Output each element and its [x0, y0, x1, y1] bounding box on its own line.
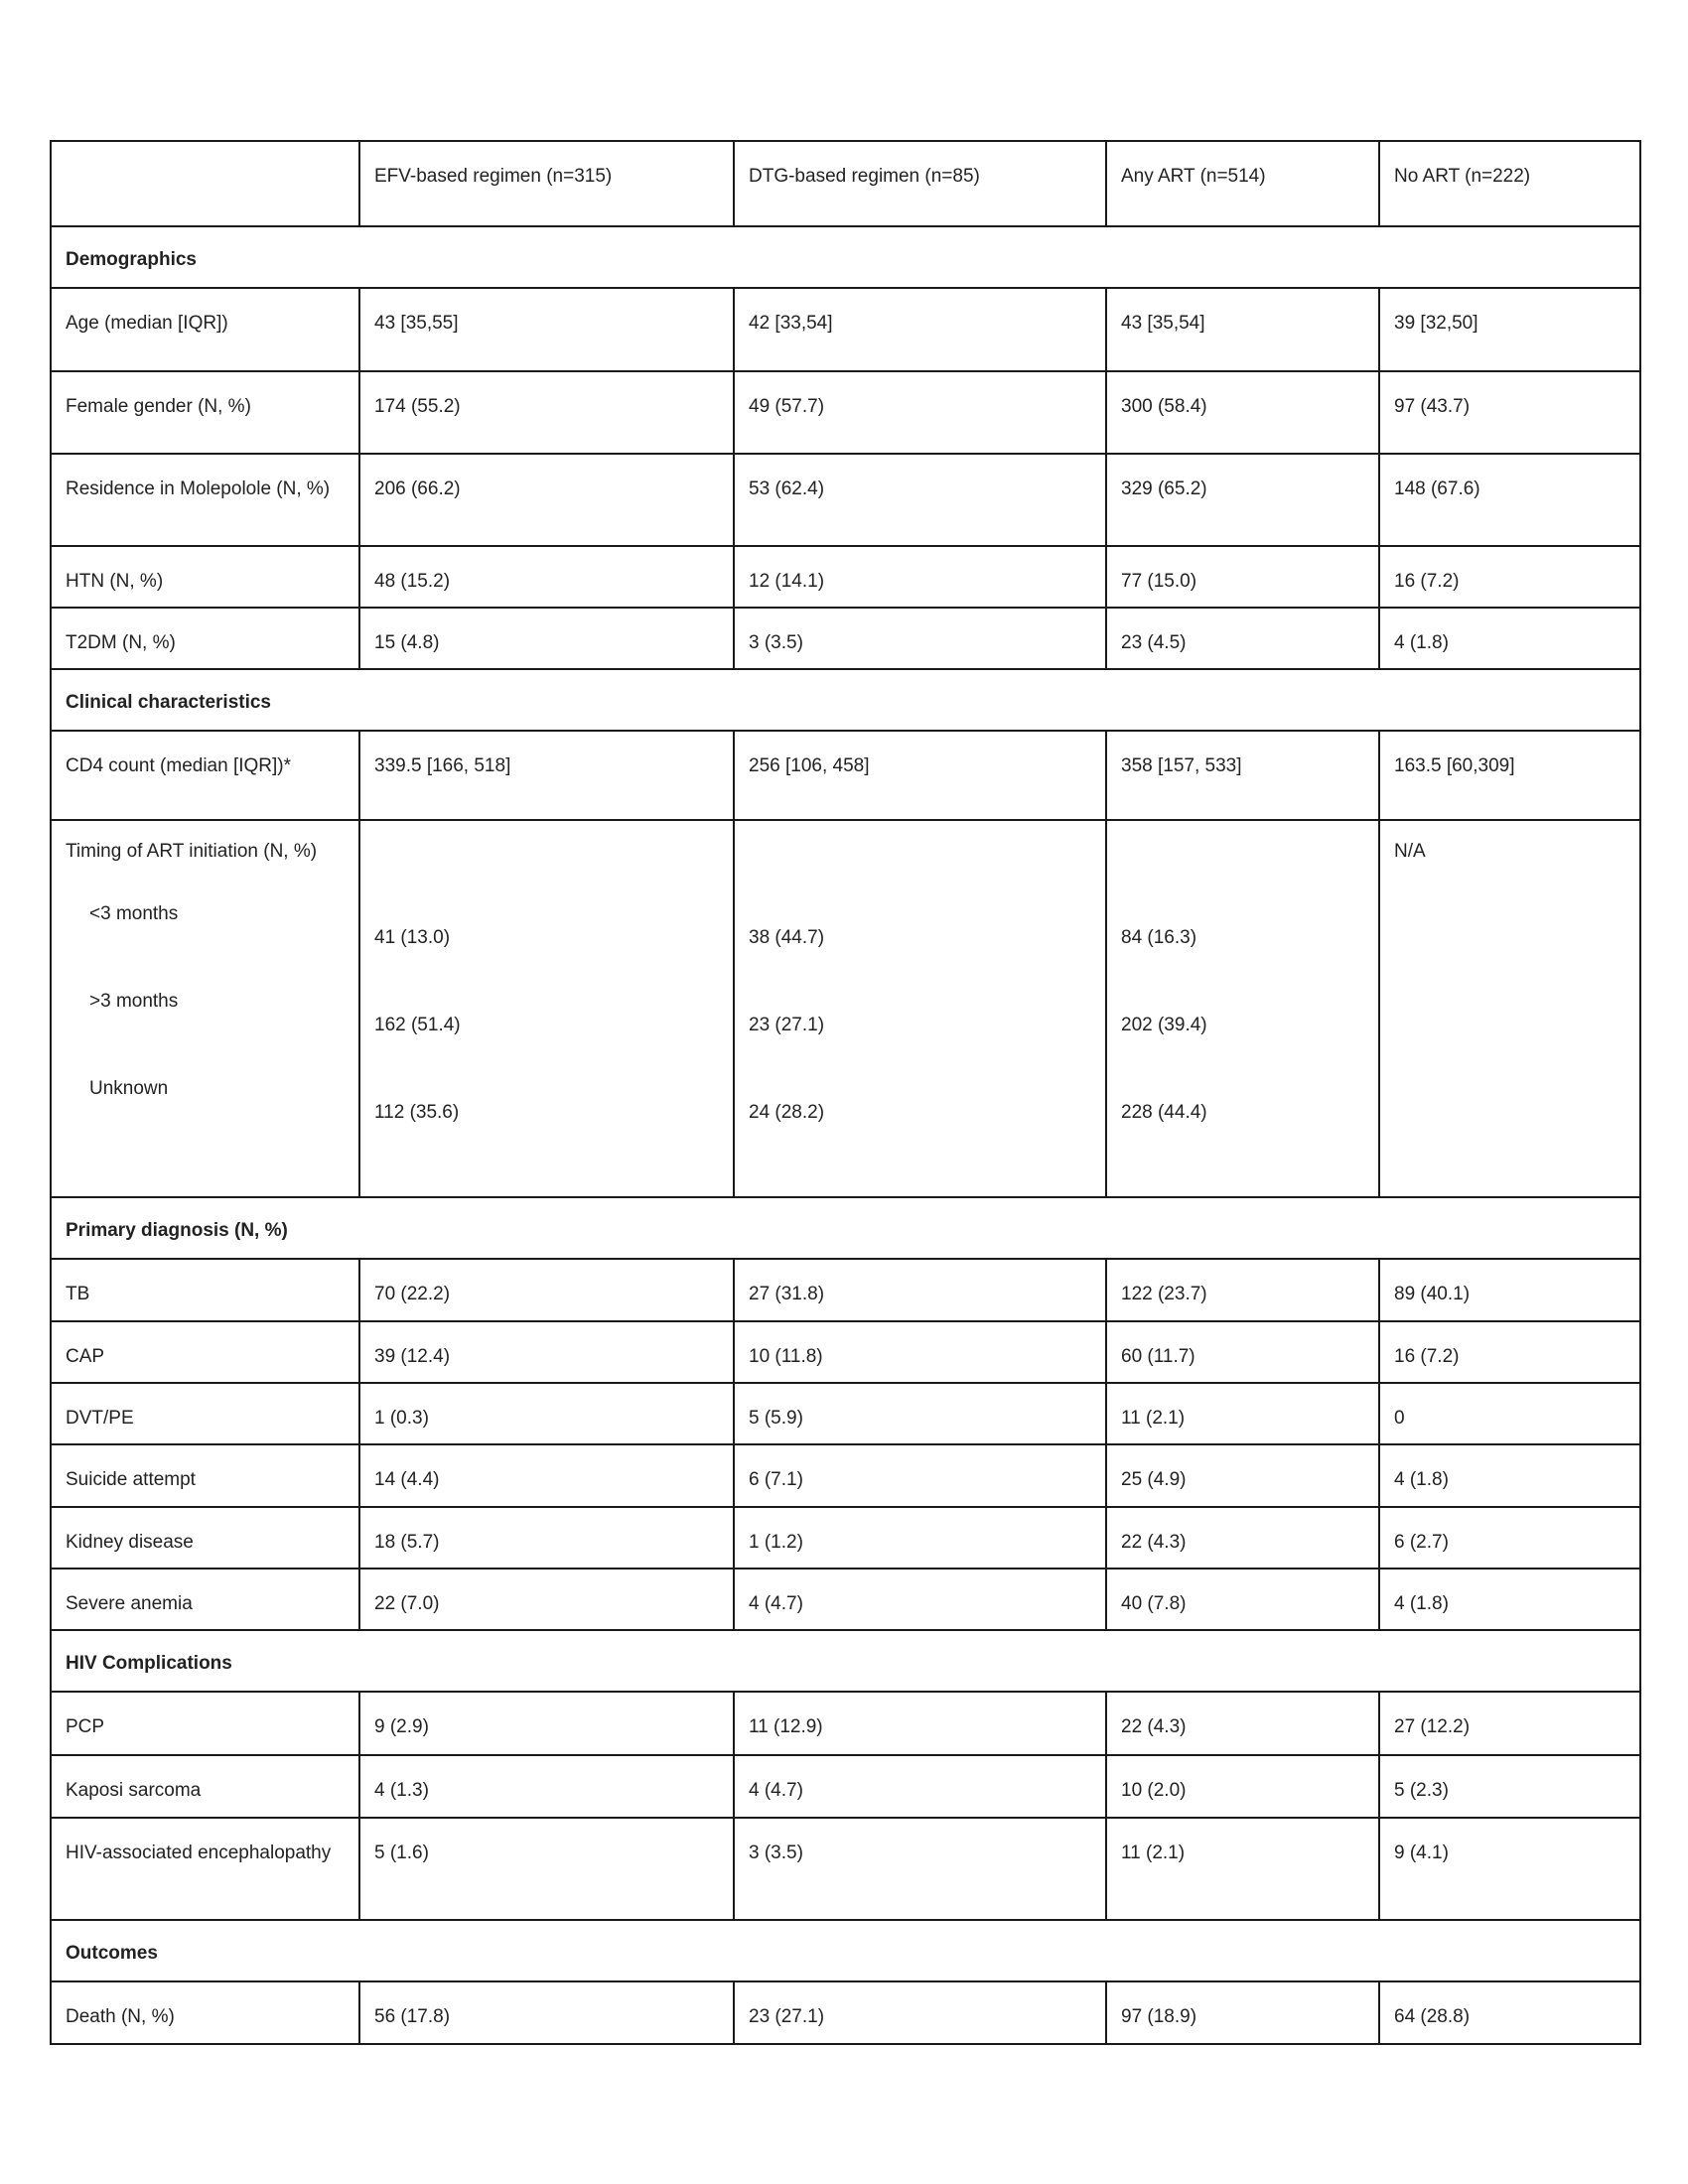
cell-any-art: 300 (58.4)	[1106, 371, 1379, 454]
header-row	[51, 141, 1640, 226]
timing-sublabel: >3 months	[89, 991, 179, 1012]
cell-dtg: 1 (1.2)	[734, 1507, 1106, 1569]
cell-dtg: 12 (14.1)	[734, 546, 1106, 608]
cell-efv: 70 (22.2)	[359, 1259, 734, 1321]
cell-any-art: 97 (18.9)	[1106, 1981, 1379, 2044]
table-row	[51, 1818, 1640, 1920]
cell-dtg: 53 (62.4)	[734, 454, 1106, 546]
cell-any-art: 11 (2.1)	[1106, 1818, 1379, 1920]
cell-no-art: 148 (67.6)	[1379, 454, 1640, 546]
cell-dtg: 42 [33,54]	[734, 288, 1106, 371]
cell-efv: 4 (1.3)	[359, 1755, 734, 1818]
table-row	[51, 1259, 1640, 1321]
cell-no-art: 97 (43.7)	[1379, 371, 1640, 454]
header-cell-dtg: DTG-based regimen (n=85)	[734, 141, 1106, 226]
cell-no-art: 64 (28.8)	[1379, 1981, 1640, 2044]
table-row	[51, 454, 1640, 546]
section-heading: Primary diagnosis (N, %)	[51, 1197, 1640, 1259]
timing-value: 41 (13.0)	[374, 927, 451, 948]
cell-efv: 39 (12.4)	[359, 1321, 734, 1383]
cell-dtg: 11 (12.9)	[734, 1692, 1106, 1755]
cell-any-art: 40 (7.8)	[1106, 1569, 1379, 1630]
row-label: HIV-associated encephalopathy	[51, 1818, 359, 1920]
table-row-timing	[51, 820, 1640, 1197]
section-row-hiv-complications	[51, 1630, 1640, 1692]
table-row	[51, 731, 1640, 820]
section-row-primary-diagnosis	[51, 1197, 1640, 1259]
section-heading: HIV Complications	[51, 1630, 1640, 1692]
timing-value: N/A	[1394, 841, 1426, 862]
cell-no-art: 4 (1.8)	[1379, 1569, 1640, 1630]
row-label: TB	[51, 1259, 359, 1321]
table-row	[51, 288, 1640, 371]
cell-any-art: 77 (15.0)	[1106, 546, 1379, 608]
cell-efv: 206 (66.2)	[359, 454, 734, 546]
cell-any-art: 22 (4.3)	[1106, 1692, 1379, 1755]
cell-efv: 14 (4.4)	[359, 1444, 734, 1507]
header-cell-no-art: No ART (n=222)	[1379, 141, 1640, 226]
cell-dtg: 4 (4.7)	[734, 1569, 1106, 1630]
cell-any-art: 25 (4.9)	[1106, 1444, 1379, 1507]
cell-efv: 15 (4.8)	[359, 608, 734, 669]
row-label: HTN (N, %)	[51, 546, 359, 608]
cell-any-art: 122 (23.7)	[1106, 1259, 1379, 1321]
section-heading: Demographics	[51, 226, 1640, 288]
cell-no-art: 16 (7.2)	[1379, 546, 1640, 608]
cell-no-art: 16 (7.2)	[1379, 1321, 1640, 1383]
cell-efv: 9 (2.9)	[359, 1692, 734, 1755]
header-cell-any-art: Any ART (n=514)	[1106, 141, 1379, 226]
table-row	[51, 371, 1640, 454]
cell-no-art: 6 (2.7)	[1379, 1507, 1640, 1569]
cell-any-art: 60 (11.7)	[1106, 1321, 1379, 1383]
table-row	[51, 1981, 1640, 2044]
cell-efv: 48 (15.2)	[359, 546, 734, 608]
cell-any-art: 329 (65.2)	[1106, 454, 1379, 546]
header-cell-blank	[51, 141, 359, 226]
row-label: Female gender (N, %)	[51, 371, 359, 454]
timing-value: 23 (27.1)	[749, 1015, 825, 1035]
table-row	[51, 546, 1640, 608]
cell-dtg: 6 (7.1)	[734, 1444, 1106, 1507]
cell-dtg: 256 [106, 458]	[734, 731, 1106, 820]
timing-sublabel: Unknown	[89, 1078, 169, 1099]
row-label: Kaposi sarcoma	[51, 1755, 359, 1818]
cell-efv: 18 (5.7)	[359, 1507, 734, 1569]
row-label: CAP	[51, 1321, 359, 1383]
cell-no-art: 9 (4.1)	[1379, 1818, 1640, 1920]
header-cell-efv: EFV-based regimen (n=315)	[359, 141, 734, 226]
table-row	[51, 1755, 1640, 1818]
section-row-outcomes	[51, 1920, 1640, 1981]
cell-efv: 339.5 [166, 518]	[359, 731, 734, 820]
cell-any-art: 358 [157, 533]	[1106, 731, 1379, 820]
row-label: Age (median [IQR])	[51, 288, 359, 371]
cell-dtg: 3 (3.5)	[734, 608, 1106, 669]
row-label: CD4 count (median [IQR])*	[51, 731, 359, 820]
cell-efv: 43 [35,55]	[359, 288, 734, 371]
row-label: Residence in Molepolole (N, %)	[51, 454, 359, 546]
baseline-characteristics-table	[50, 140, 1641, 2045]
cell-no-art: 39 [32,50]	[1379, 288, 1640, 371]
table-row	[51, 1383, 1640, 1444]
cell-efv: 22 (7.0)	[359, 1569, 734, 1630]
cell-efv: 1 (0.3)	[359, 1383, 734, 1444]
timing-value: 38 (44.7)	[749, 927, 825, 948]
cell-any-art: 10 (2.0)	[1106, 1755, 1379, 1818]
cell-no-art: 89 (40.1)	[1379, 1259, 1640, 1321]
section-heading: Clinical characteristics	[51, 669, 1640, 731]
timing-sublabel: <3 months	[89, 903, 179, 924]
row-label: Death (N, %)	[51, 1981, 359, 2044]
table-row	[51, 608, 1640, 669]
row-label: DVT/PE	[51, 1383, 359, 1444]
cell-efv	[359, 820, 734, 1197]
cell-no-art: 0	[1379, 1383, 1640, 1444]
timing-value: 162 (51.4)	[374, 1015, 461, 1035]
section-heading: Outcomes	[51, 1920, 1640, 1981]
cell-no-art: 27 (12.2)	[1379, 1692, 1640, 1755]
timing-value: 84 (16.3)	[1121, 927, 1197, 948]
row-label: Suicide attempt	[51, 1444, 359, 1507]
timing-label: Timing of ART initiation (N, %)	[66, 841, 318, 862]
cell-no-art	[1379, 820, 1640, 1197]
cell-dtg: 5 (5.9)	[734, 1383, 1106, 1444]
timing-value: 228 (44.4)	[1121, 1102, 1207, 1123]
table-row	[51, 1692, 1640, 1755]
cell-any-art: 22 (4.3)	[1106, 1507, 1379, 1569]
cell-no-art: 163.5 [60,309]	[1379, 731, 1640, 820]
cell-any-art	[1106, 820, 1379, 1197]
timing-value: 202 (39.4)	[1121, 1015, 1207, 1035]
cell-dtg: 49 (57.7)	[734, 371, 1106, 454]
cell-dtg	[734, 820, 1106, 1197]
row-label: Kidney disease	[51, 1507, 359, 1569]
cell-any-art: 23 (4.5)	[1106, 608, 1379, 669]
table-row	[51, 1507, 1640, 1569]
cell-no-art: 4 (1.8)	[1379, 608, 1640, 669]
table-row	[51, 1321, 1640, 1383]
cell-dtg: 27 (31.8)	[734, 1259, 1106, 1321]
cell-efv: 174 (55.2)	[359, 371, 734, 454]
row-label: PCP	[51, 1692, 359, 1755]
cell-no-art: 4 (1.8)	[1379, 1444, 1640, 1507]
cell-dtg: 10 (11.8)	[734, 1321, 1106, 1383]
row-label	[51, 820, 359, 1197]
section-row-demographics	[51, 226, 1640, 288]
section-row-clinical	[51, 669, 1640, 731]
cell-dtg: 23 (27.1)	[734, 1981, 1106, 2044]
cell-efv: 5 (1.6)	[359, 1818, 734, 1920]
table-row	[51, 1444, 1640, 1507]
table-row	[51, 1569, 1640, 1630]
cell-any-art: 43 [35,54]	[1106, 288, 1379, 371]
cell-any-art: 11 (2.1)	[1106, 1383, 1379, 1444]
timing-value: 24 (28.2)	[749, 1102, 825, 1123]
cell-no-art: 5 (2.3)	[1379, 1755, 1640, 1818]
cell-efv: 56 (17.8)	[359, 1981, 734, 2044]
cell-dtg: 4 (4.7)	[734, 1755, 1106, 1818]
cell-dtg: 3 (3.5)	[734, 1818, 1106, 1920]
row-label: T2DM (N, %)	[51, 608, 359, 669]
timing-value: 112 (35.6)	[374, 1102, 460, 1123]
row-label: Severe anemia	[51, 1569, 359, 1630]
